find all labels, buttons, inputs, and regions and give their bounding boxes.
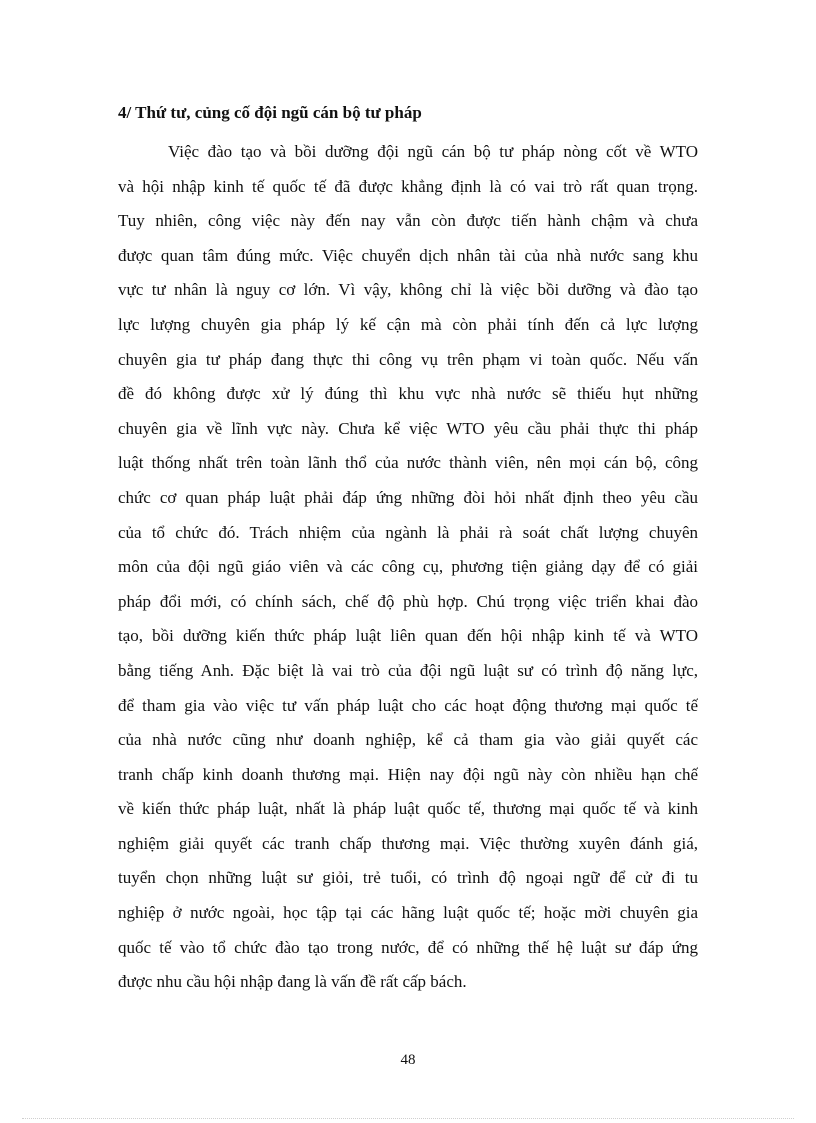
paragraph-line: đề đó không được xử lý đúng thì khu vực nhà nước sẽ thiếu hụt những: [118, 384, 698, 404]
paragraph-line: và hội nhập kinh tế quốc tế đã được khẳng định là có vai trò rất quan trọng.: [118, 176, 698, 196]
paragraph-line: Việc đào tạo và bồi dưỡng đội ngũ cán bộ tư pháp nòng cốt về WTO: [168, 142, 698, 161]
paragraph-line: được quan tâm đúng mức. Việc chuyển dịch nhân tài của nhà nước sang khu: [118, 245, 698, 265]
paragraph-line: môn của đội ngũ giáo viên và các công cụ, phương tiện giảng dạy để có giải: [118, 557, 698, 577]
paragraph-line: tạo, bồi dưỡng kiến thức pháp luật liên quan đến hội nhập kinh tế và WTO: [118, 626, 698, 646]
paragraph-line: được nhu cầu hội nhập đang là vấn đề rất cấp bách.: [118, 972, 467, 992]
section-heading: 4/ Thứ tư, củng cố đội ngũ cán bộ tư pháp: [118, 103, 422, 122]
paragraph-line: quốc tế vào tổ chức đào tạo trong nước, để có những thế hệ luật sư đáp ứng: [118, 937, 698, 957]
paragraph-line: chuyên gia về lĩnh vực này. Chưa kể việc WTO yêu cầu phải thực thi pháp: [118, 418, 698, 438]
paragraph-line: về kiến thức pháp luật, nhất là pháp luật quốc tế, thương mại quốc tế và kinh: [118, 799, 698, 819]
paragraph-line: Tuy nhiên, công việc này đến nay vẫn còn được tiến hành chậm và chưa: [118, 211, 698, 231]
paragraph-line: tuyển chọn những luật sư giỏi, trẻ tuổi, có trình độ ngoại ngữ để cử đi tu: [118, 868, 698, 888]
page-bottom-divider: [22, 1118, 794, 1119]
paragraph-line: lực lượng chuyên gia pháp lý kế cận mà còn phải tính đến cả lực lượng: [118, 314, 698, 334]
paragraph-line: chức cơ quan pháp luật phải đáp ứng những đòi hỏi nhất định theo yêu cầu: [118, 487, 698, 507]
paragraph-line: chuyên gia tư pháp đang thực thi công vụ trên phạm vi toàn quốc. Nếu vấn: [118, 349, 698, 369]
paragraph-line: nghiệp ở nước ngoài, học tập tại các hãng luật quốc tế; hoặc mời chuyên gia: [118, 903, 698, 923]
body-paragraph: [118, 135, 698, 1000]
paragraph-line: của tổ chức đó. Trách nhiệm của ngành là phải rà soát chất lượng chuyên: [118, 522, 698, 542]
paragraph-line: bằng tiếng Anh. Đặc biệt là vai trò của đội ngũ luật sư có trình độ năng lực,: [118, 660, 698, 680]
paragraph-line: nghiệm giải quyết các tranh chấp thương mại. Việc thường xuyên đánh giá,: [118, 833, 698, 853]
paragraph-line: để tham gia vào việc tư vấn pháp luật cho các hoạt động thương mại quốc tế: [118, 695, 698, 715]
paragraph-line: tranh chấp kinh doanh thương mại. Hiện nay đội ngũ này còn nhiều hạn chế: [118, 764, 698, 784]
paragraph-line: của nhà nước cũng như doanh nghiệp, kể cả tham gia vào giải quyết các: [118, 730, 698, 750]
paragraph-line: vực tư nhân là nguy cơ lớn. Vì vậy, không chỉ là việc bồi dưỡng và đào tạo: [118, 280, 698, 300]
page-number: 48: [400, 1052, 416, 1068]
paragraph-line: luật thống nhất trên toàn lãnh thổ của nước thành viên, nên mọi cán bộ, công: [118, 453, 698, 473]
paragraph-line: pháp đổi mới, có chính sách, chế độ phù hợp. Chú trọng việc triển khai đào: [118, 591, 698, 611]
